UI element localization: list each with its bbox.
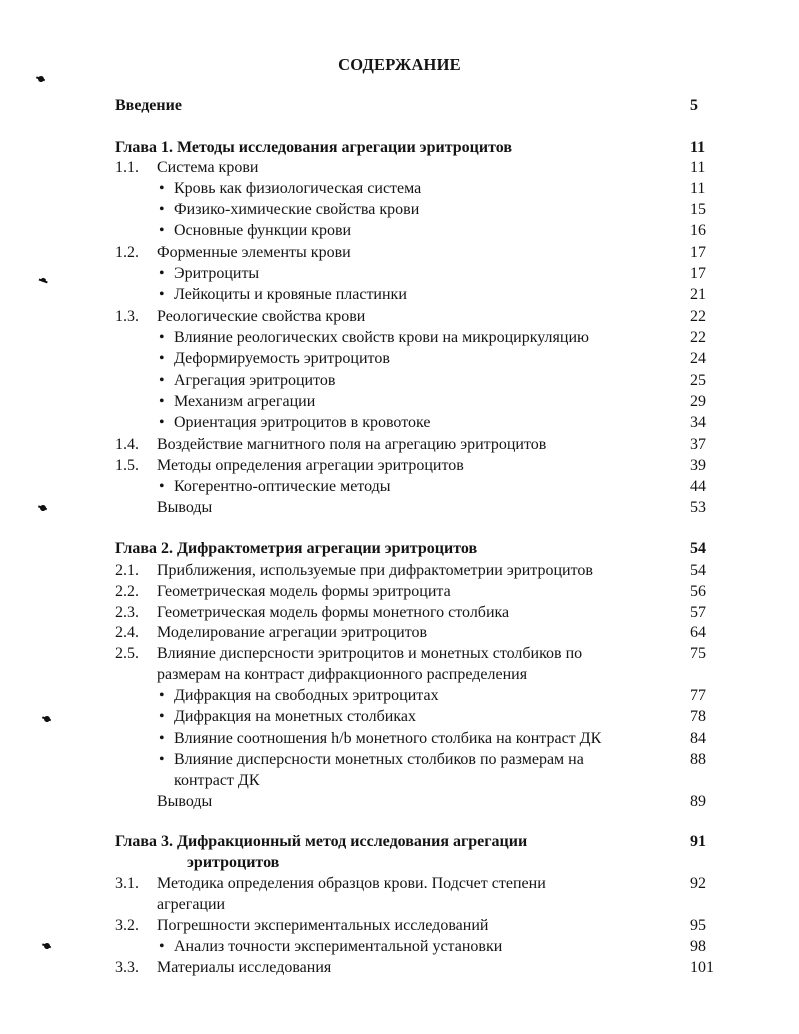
section-number: 1.4. — [115, 436, 139, 453]
entry-title: Глава 2. Дифрактометрия агрегации эритроцитов — [115, 540, 478, 557]
entry-title: Когерентно-оптические методы — [174, 478, 391, 495]
toc-entry — [0, 685, 799, 706]
page-number: 39 — [690, 457, 706, 474]
page-number: 95 — [690, 917, 706, 934]
toc-entry — [0, 370, 799, 391]
bullet-icon: • — [159, 222, 165, 239]
section-number: 1.1. — [115, 159, 139, 176]
page-number: 34 — [690, 414, 706, 431]
toc-entry — [0, 957, 799, 978]
toc-entry — [0, 199, 799, 220]
toc-entry — [0, 643, 799, 664]
page-number: 22 — [690, 329, 706, 346]
entry-title: Приближения, используемые при дифрактометрии эритроцитов — [157, 562, 593, 579]
bullet-icon: • — [159, 286, 165, 303]
entry-title: Погрешности экспериментальных исследований — [157, 917, 489, 934]
page-title: СОДЕРЖАНИЕ — [338, 55, 461, 74]
entry-title: Выводы — [157, 499, 213, 516]
entry-title: Кровь как физиологическая система — [174, 180, 422, 197]
entry-title: Материалы исследования — [157, 959, 332, 976]
page-number: 88 — [690, 751, 706, 768]
entry-title: Моделирование агрегации эритроцитов — [157, 624, 428, 641]
section-number: 2.5. — [115, 645, 139, 662]
entry-title: Влияние соотношения h/b монетного столбика на контраст ДК — [174, 730, 602, 747]
entry-title: Влияние дисперсности эритроцитов и монетных столбиков по — [157, 645, 583, 662]
toc-entry — [0, 728, 799, 749]
toc-entry — [0, 178, 799, 199]
entry-title: Форменные элементы крови — [157, 244, 351, 261]
bullet-icon: • — [159, 414, 165, 431]
entry-title: Методика определения образцов крови. Подсчет степени — [157, 875, 546, 892]
page-number: 78 — [690, 708, 706, 725]
toc-entry — [0, 137, 799, 158]
entry-title: размерам на контраст дифракционного распределения — [157, 666, 528, 683]
entry-title: Ориентация эритроцитов в кровотоке — [174, 414, 431, 431]
entry-title: Реологические свойства крови — [157, 308, 366, 325]
toc-entry — [0, 873, 799, 894]
entry-title: Система крови — [157, 159, 259, 176]
page-number: 17 — [690, 265, 706, 282]
entry-title: агрегации — [157, 896, 226, 913]
page-number: 54 — [690, 540, 706, 557]
page-number: 24 — [690, 350, 706, 367]
entry-title: Геометрическая модель формы монетного столбика — [157, 604, 510, 621]
section-number: 3.3. — [115, 959, 139, 976]
section-number: 3.1. — [115, 875, 139, 892]
toc-entry — [0, 434, 799, 455]
page-number: 77 — [690, 687, 706, 704]
toc-entry — [0, 602, 799, 623]
entry-title: Дифракция на монетных столбиках — [174, 708, 416, 725]
bullet-icon: • — [159, 687, 165, 704]
bullet-icon: • — [159, 372, 165, 389]
toc-entry — [0, 348, 799, 369]
section-number: 1.2. — [115, 244, 139, 261]
toc-entry — [0, 706, 799, 727]
bullet-icon: • — [159, 730, 165, 747]
page-number: 11 — [690, 139, 706, 156]
bullet-icon: • — [159, 938, 165, 955]
page-number: 89 — [690, 793, 706, 810]
page-number: 15 — [690, 201, 706, 218]
toc-entry — [0, 263, 799, 284]
toc-entry — [0, 220, 799, 241]
page-number: 84 — [690, 730, 706, 747]
page-number: 29 — [690, 393, 706, 410]
entry-title: Эритроциты — [174, 265, 260, 282]
page-number: 21 — [690, 286, 706, 303]
page-number: 57 — [690, 604, 706, 621]
bullet-icon: • — [159, 350, 165, 367]
toc-entry — [0, 242, 799, 263]
toc-entry — [0, 852, 799, 873]
entry-title: Методы определения агрегации эритроцитов — [157, 457, 464, 474]
page-number: 5 — [690, 97, 698, 114]
toc-entry — [0, 749, 799, 770]
page-number: 17 — [690, 244, 706, 261]
bullet-icon: • — [159, 478, 165, 495]
entry-title: Лейкоциты и кровяные пластинки — [174, 286, 407, 303]
toc-entry — [0, 327, 799, 348]
toc-entry — [0, 391, 799, 412]
toc-entry — [0, 664, 799, 685]
page-number: 11 — [690, 180, 706, 197]
page-number: 92 — [690, 875, 706, 892]
section-number: 2.1. — [115, 562, 139, 579]
entry-title: Влияние реологических свойств крови на микроциркуляцию — [174, 329, 589, 346]
toc-entry — [0, 831, 799, 852]
entry-title: Глава 3. Дифракционный метод исследования агрегации — [115, 833, 528, 850]
toc-entry — [0, 306, 799, 327]
entry-title: эритроцитов — [187, 854, 280, 871]
entry-title: Геометрическая модель формы эритроцита — [157, 583, 451, 600]
toc-entry — [0, 791, 799, 812]
bullet-icon: • — [159, 201, 165, 218]
page-number: 37 — [690, 436, 706, 453]
page-number: 64 — [690, 624, 706, 641]
toc-entry — [0, 915, 799, 936]
page-number: 98 — [690, 938, 706, 955]
page-number: 101 — [690, 959, 714, 976]
bullet-icon: • — [159, 708, 165, 725]
bullet-icon: • — [159, 180, 165, 197]
entry-title: контраст ДК — [174, 772, 260, 789]
toc-entry — [0, 497, 799, 518]
entry-title: Дифракция на свободных эритроцитах — [174, 687, 439, 704]
page-number: 75 — [690, 645, 706, 662]
bullet-icon: • — [159, 329, 165, 346]
toc-entry — [0, 622, 799, 643]
toc-entry — [0, 894, 799, 915]
page-number: 16 — [690, 222, 706, 239]
entry-title: Физико-химические свойства крови — [174, 201, 420, 218]
toc-entry — [0, 476, 799, 497]
page-number: 44 — [690, 478, 706, 495]
bullet-icon: • — [159, 393, 165, 410]
page-number: 54 — [690, 562, 706, 579]
section-number: 2.2. — [115, 583, 139, 600]
toc-entry — [0, 412, 799, 433]
entry-title: Глава 1. Методы исследования агрегации эритроцитов — [115, 139, 512, 156]
entry-title: Влияние дисперсности монетных столбиков по размерам на — [174, 751, 584, 768]
bullet-icon: • — [159, 751, 165, 768]
scan-speck — [37, 75, 45, 83]
toc-entry — [0, 560, 799, 581]
section-number: 3.2. — [115, 917, 139, 934]
toc-entry — [0, 455, 799, 476]
page-number: 56 — [690, 583, 706, 600]
entry-title: Выводы — [157, 793, 213, 810]
section-number: 2.4. — [115, 624, 139, 641]
section-number: 1.5. — [115, 457, 139, 474]
bullet-icon: • — [159, 265, 165, 282]
entry-title: Анализ точности экспериментальной установки — [174, 938, 503, 955]
toc-entry — [0, 581, 799, 602]
toc-entry — [0, 95, 799, 116]
entry-title: Воздействие магнитного поля на агрегацию эритроцитов — [157, 436, 547, 453]
page-number: 53 — [690, 499, 706, 516]
page-number: 25 — [690, 372, 706, 389]
page-number: 11 — [690, 159, 706, 176]
section-number: 2.3. — [115, 604, 139, 621]
toc-entry — [0, 936, 799, 957]
entry-title: Агрегация эритроцитов — [174, 372, 336, 389]
page-number: 22 — [690, 308, 706, 325]
entry-title: Деформируемость эритроцитов — [174, 350, 390, 367]
entry-title: Основные функции крови — [174, 222, 352, 239]
toc-entry — [0, 770, 799, 791]
toc-entry — [0, 284, 799, 305]
page-number: 91 — [690, 833, 706, 850]
toc-entry — [0, 538, 799, 559]
toc-entry — [0, 157, 799, 178]
entry-title: Введение — [115, 97, 182, 114]
section-number: 1.3. — [115, 308, 139, 325]
entry-title: Механизм агрегации — [174, 393, 316, 410]
